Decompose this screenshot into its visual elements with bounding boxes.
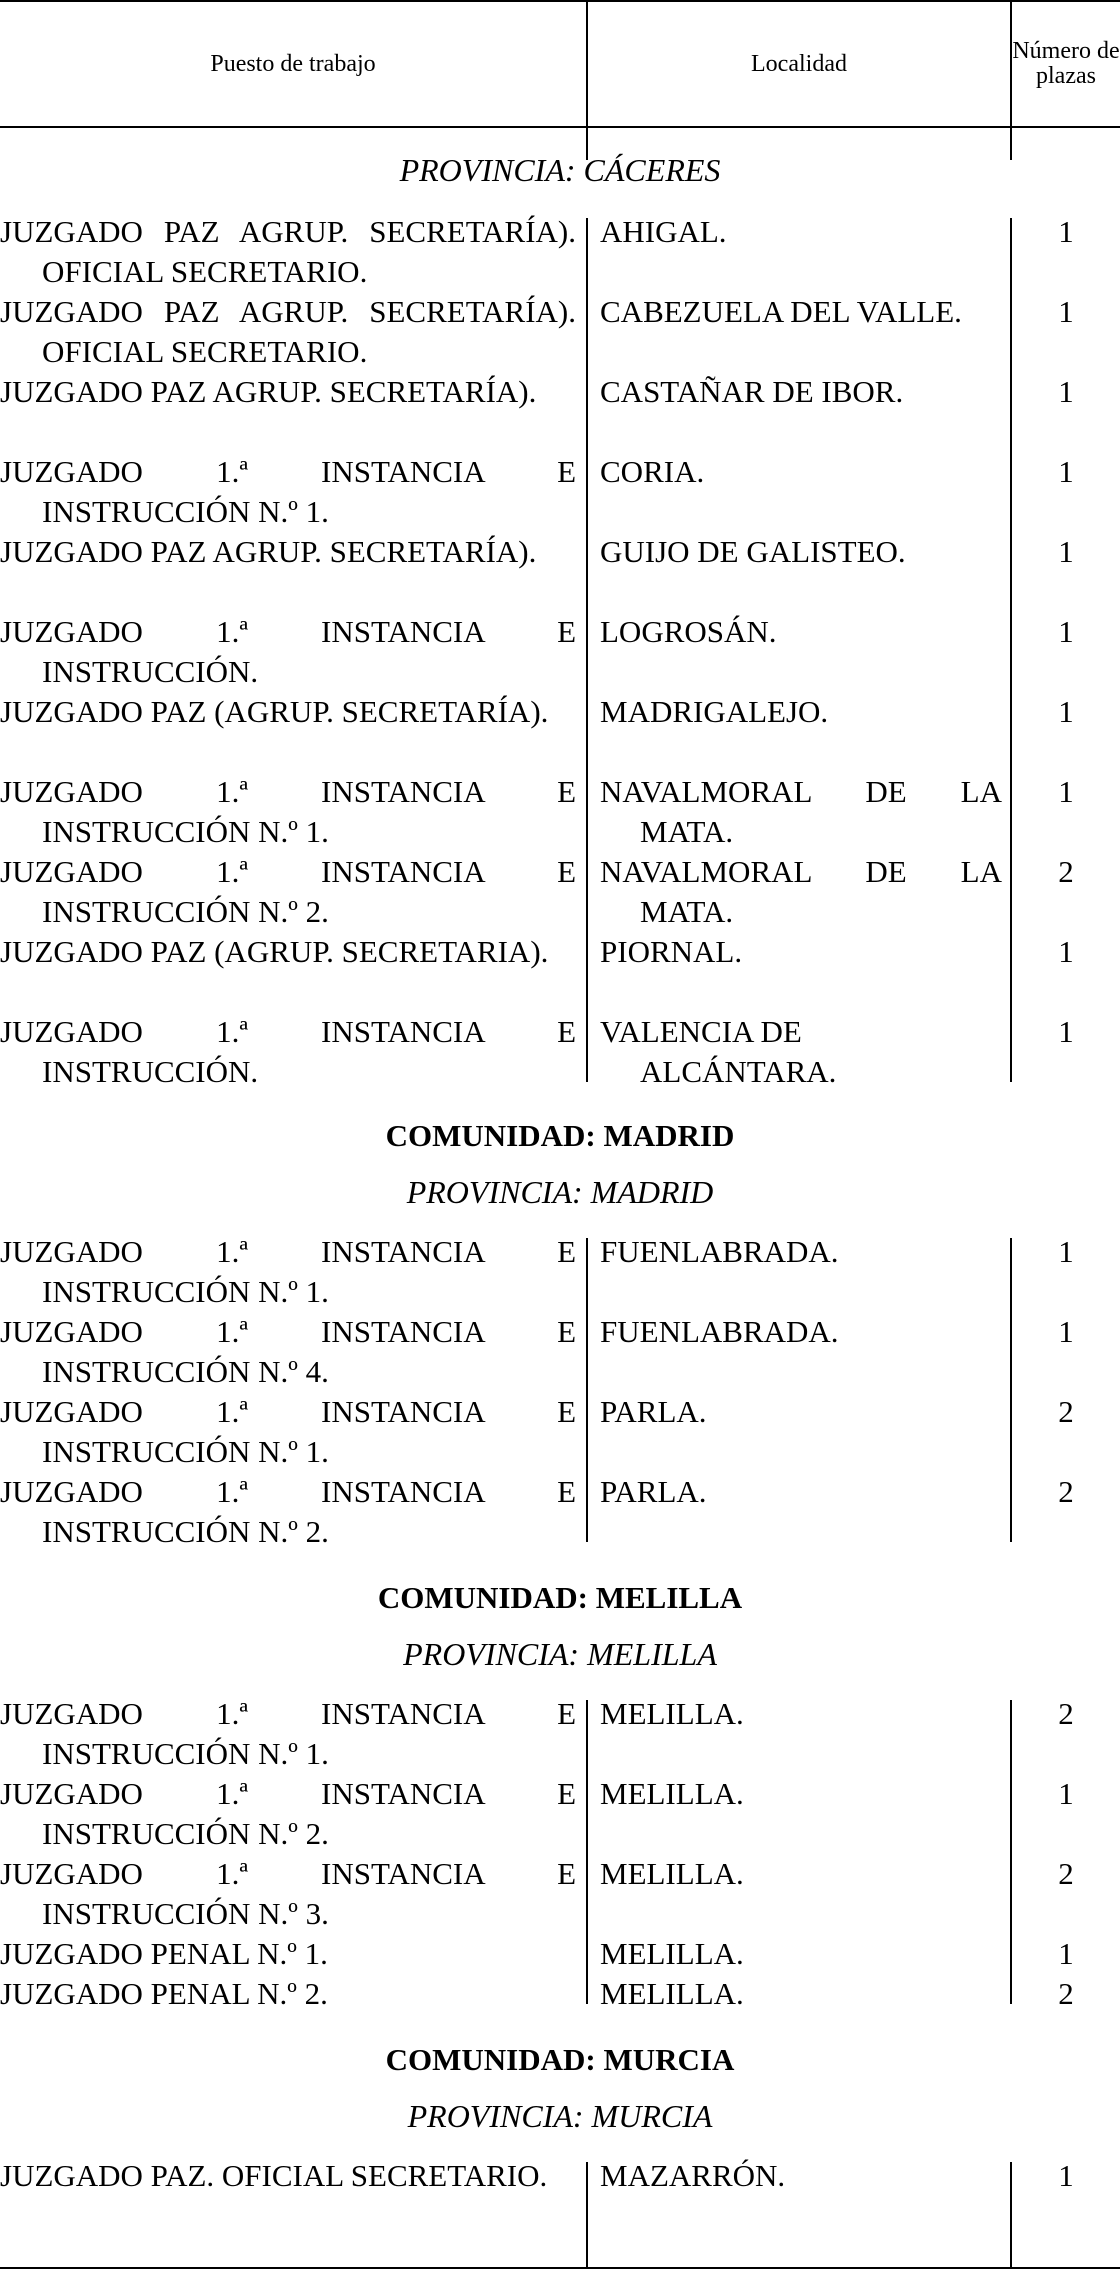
localidad-cell: MELILLA.: [600, 1936, 744, 1971]
plazas-cell: 1: [1058, 934, 1074, 969]
puesto-cell: JUZGADO 1.ª INSTANCIA E INSTRUCCIÓN N.º 1.: [0, 1394, 576, 1469]
puesto-cell: JUZGADO 1.ª INSTANCIA E INSTRUCCIÓN N.º 2.: [0, 1776, 576, 1851]
provincia-heading: PROVINCIA: MADRID: [406, 1174, 714, 1210]
localidad-cell: FUENLABRADA.: [600, 1234, 839, 1269]
puesto-cell: JUZGADO PAZ AGRUP. SECRETARÍA).: [0, 374, 537, 409]
localidad-cell: CASTAÑAR DE IBOR.: [600, 374, 904, 409]
column-separator-1: [586, 2162, 588, 2267]
localidad-cell: CORIA.: [600, 454, 705, 489]
puesto-cell: JUZGADO PAZ (AGRUP. SECRETARÍA).: [0, 694, 549, 729]
plazas-cell: 1: [1058, 614, 1074, 649]
localidad-cell: NAVALMORAL DE LA MATA.: [600, 774, 1002, 849]
localidad-cell: PARLA.: [600, 1474, 707, 1509]
plazas-cell: 1: [1058, 534, 1074, 569]
localidad-cell: VALENCIA DE ALCÁNTARA.: [600, 1014, 837, 1089]
plazas-cell: 2: [1058, 1696, 1074, 1731]
localidad-cell: MADRIGALEJO.: [600, 694, 829, 729]
puesto-cell: JUZGADO PAZ (AGRUP. SECRETARIA).: [0, 934, 549, 969]
puesto-cell: JUZGADO 1.ª INSTANCIA E INSTRUCCIÓN N.º 2.: [0, 1474, 576, 1549]
puesto-cell: JUZGADO PAZ AGRUP. SECRETARÍA). OFICIAL SECRETARIO.: [0, 214, 576, 289]
localidad-cell: AHIGAL.: [600, 214, 727, 249]
comunidad-heading: COMUNIDAD: MELILLA: [377, 1580, 743, 1615]
plazas-cell: 1: [1058, 774, 1074, 809]
localidad-cell: MAZARRÓN.: [600, 2158, 786, 2193]
localidad-cell: MELILLA.: [600, 1856, 744, 1891]
column-separator-1: [586, 218, 588, 1082]
plazas-cell: 1: [1058, 1314, 1074, 1349]
puesto-cell: JUZGADO PENAL N.º 1.: [0, 1936, 328, 1971]
puesto-cell: JUZGADO PAZ. OFICIAL SECRETARIO.: [0, 2158, 548, 2193]
plazas-cell: 2: [1058, 1976, 1074, 2011]
puesto-cell: JUZGADO 1.ª INSTANCIA E INSTRUCCIÓN N.º 1.: [0, 774, 576, 849]
localidad-cell: MELILLA.: [600, 1976, 744, 2011]
plazas-cell: 1: [1058, 1936, 1074, 1971]
plazas-cell: 1: [1058, 374, 1074, 409]
plazas-cell: 1: [1058, 294, 1074, 329]
localidad-cell: LOGROSÁN.: [600, 614, 777, 649]
provincia-heading: PROVINCIA: MURCIA: [407, 2098, 713, 2134]
puesto-cell: JUZGADO 1.ª INSTANCIA E INSTRUCCIÓN N.º 1.: [0, 1696, 576, 1771]
plazas-cell: 1: [1058, 694, 1074, 729]
column-separator-1: [586, 1238, 588, 1542]
header-separator-2: [1010, 0, 1012, 160]
puesto-cell: JUZGADO PAZ AGRUP. SECRETARÍA). OFICIAL SECRETARIO.: [0, 294, 576, 369]
plazas-cell: 1: [1058, 1776, 1074, 1811]
localidad-cell: GUIJO DE GALISTEO.: [600, 534, 906, 569]
column-separator-1: [586, 1700, 588, 2004]
localidad-cell: PARLA.: [600, 1394, 707, 1429]
comunidad-heading: COMUNIDAD: MURCIA: [385, 2042, 735, 2077]
header-separator-1: [586, 0, 588, 160]
header-numero: Número de plazas: [1012, 38, 1120, 89]
puesto-cell: JUZGADO PAZ AGRUP. SECRETARÍA).: [0, 534, 537, 569]
localidad-cell: PIORNAL.: [600, 934, 743, 969]
puesto-cell: JUZGADO 1.ª INSTANCIA E INSTRUCCIÓN N.º 3.: [0, 1856, 576, 1931]
plazas-cell: 2: [1058, 1394, 1074, 1429]
plazas-cell: 2: [1058, 854, 1074, 889]
plazas-cell: 1: [1058, 454, 1074, 489]
localidad-cell: NAVALMORAL DE LA MATA.: [600, 854, 1002, 929]
header-puesto: Puesto de trabajo: [210, 50, 376, 77]
localidad-cell: FUENLABRADA.: [600, 1314, 839, 1349]
puesto-cell: JUZGADO 1.ª INSTANCIA E INSTRUCCIÓN N.º 1.: [0, 454, 576, 529]
puesto-cell: JUZGADO PENAL N.º 2.: [0, 1976, 328, 2011]
header-rule: [0, 126, 1120, 128]
localidad-cell: CABEZUELA DEL VALLE.: [600, 294, 962, 329]
puesto-cell: JUZGADO 1.ª INSTANCIA E INSTRUCCIÓN.: [0, 614, 576, 689]
puesto-cell: JUZGADO 1.ª INSTANCIA E INSTRUCCIÓN.: [0, 1014, 576, 1089]
plazas-cell: 2: [1058, 1474, 1074, 1509]
plazas-cell: 1: [1058, 1234, 1074, 1269]
comunidad-heading: COMUNIDAD: MADRID: [385, 1118, 735, 1153]
localidad-cell: MELILLA.: [600, 1696, 744, 1731]
provincia-heading: PROVINCIA: MELILLA: [403, 1636, 717, 1672]
provincia-heading: PROVINCIA: CÁCERES: [399, 152, 721, 188]
puesto-cell: JUZGADO 1.ª INSTANCIA E INSTRUCCIÓN N.º 4.: [0, 1314, 576, 1389]
plazas-cell: 1: [1058, 1014, 1074, 1049]
puesto-cell: JUZGADO 1.ª INSTANCIA E INSTRUCCIÓN N.º 2.: [0, 854, 576, 929]
plazas-cell: 1: [1058, 2158, 1074, 2193]
header-localidad: Localidad: [751, 50, 847, 77]
plazas-cell: 1: [1058, 214, 1074, 249]
puesto-cell: JUZGADO 1.ª INSTANCIA E INSTRUCCIÓN N.º 1.: [0, 1234, 576, 1309]
localidad-cell: MELILLA.: [600, 1776, 744, 1811]
plazas-cell: 2: [1058, 1856, 1074, 1891]
bottom-rule: [0, 2267, 1120, 2269]
